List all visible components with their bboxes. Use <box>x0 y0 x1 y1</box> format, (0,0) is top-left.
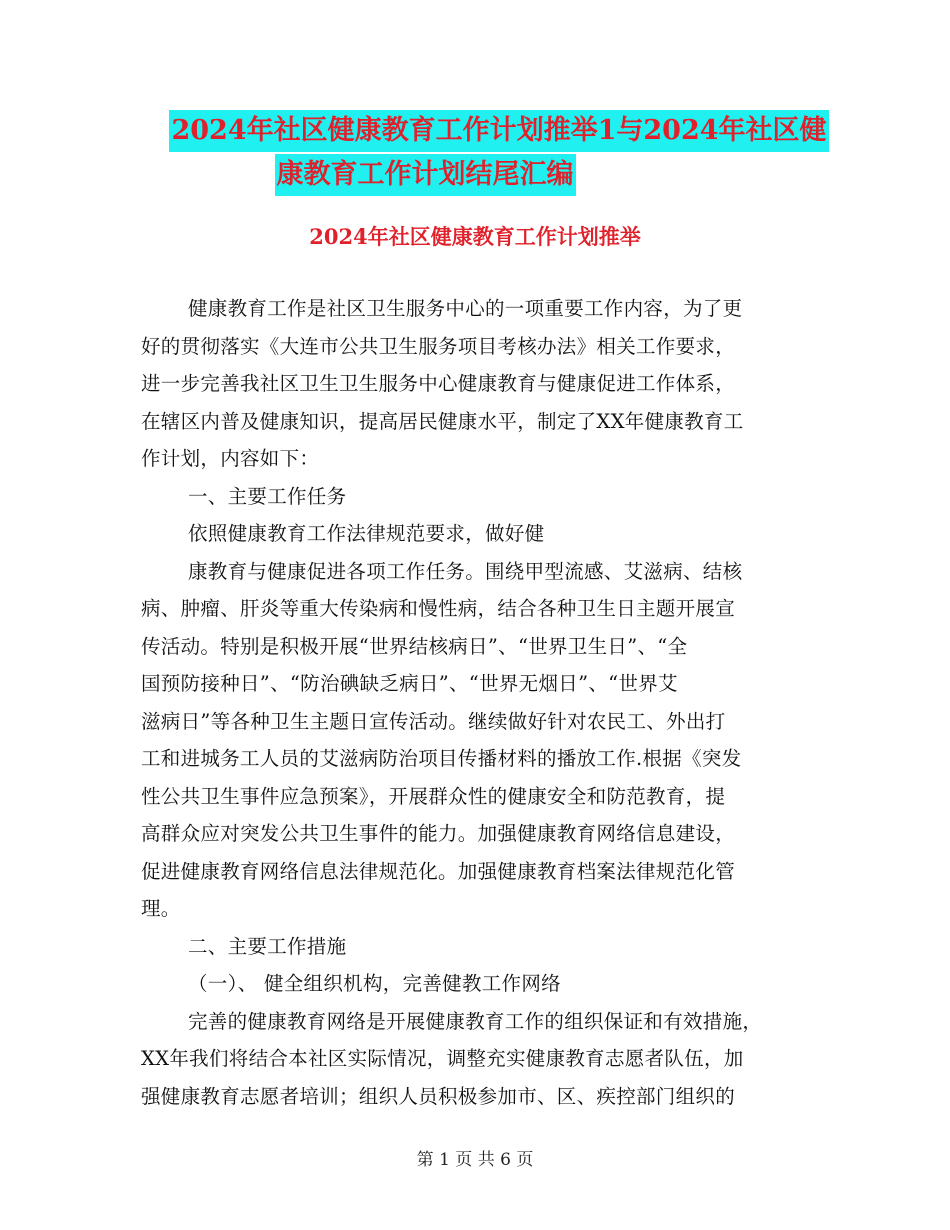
paragraph-line: 好的贯彻落实《大连市公共卫生服务项目考核办法》相关工作要求， <box>141 334 736 358</box>
paragraph-line: 完善的健康教育网络是开展健康教育工作的组织保证和有效措施， <box>188 1009 763 1033</box>
paragraph-line: 性公共卫生事件应急预案》，开展群众性的健康安全和防范教育，提 <box>141 784 726 808</box>
page-footer: 第 1 页 共 6 页 <box>416 1150 534 1170</box>
paragraph-line: 强健康教育志愿者培训；组织人员积极参加市、区、疾控部门组织的 <box>141 1084 736 1108</box>
paragraph-line: 健康教育工作是社区卫生服务中心的一项重要工作内容，为了更 <box>188 297 743 320</box>
paragraph-line: 病、肿瘤、肝炎等重大传染病和慢性病，结合各种卫生日主题开展宣 <box>141 597 736 620</box>
paragraph-line: 滋病日”等各种卫生主题日宣传活动。继续做好针对农民工、外出打 <box>141 709 726 733</box>
paragraph-line: 进一步完善我社区卫生卫生服务中心健康教育与健康促进工作体系， <box>141 372 736 395</box>
section-heading-line: 二、主要工作措施 <box>188 934 347 958</box>
section-heading-line: 一、主要工作任务 <box>188 484 347 508</box>
paragraph-line: XX年我们将结合本社区实际情况，调整充实健康教育志愿者队伍，加 <box>141 1047 744 1070</box>
subsection-heading-line: （一）、 健全组织机构，完善健教工作网络 <box>188 972 561 995</box>
paragraph-line: 国预防接种日”、“防治碘缺乏病日”、“世界无烟日”、“世界艾 <box>141 672 678 695</box>
paragraph-line: 促进健康教育网络信息法律规范化。加强健康教育档案法律规范化管 <box>141 859 736 883</box>
document-title <box>0 110 950 198</box>
paragraph-line: 传活动。特别是积极开展“世界结核病日”、“世界卫生日”、“全 <box>141 634 688 658</box>
paragraph-line: 康教育与健康促进各项工作任务。围绕甲型流感、艾滋病、结核 <box>188 559 743 583</box>
paragraph-line: 在辖区内普及健康知识，提高居民健康水平，制定了XX年健康教育工 <box>141 409 744 433</box>
paragraph-line: 理。 <box>141 897 181 920</box>
paragraph-line: 作计划，内容如下： <box>141 447 320 470</box>
body-text <box>141 290 813 1115</box>
paragraph-line: 工和进城务工人员的艾滋病防治项目传播材料的播放工作.根据《突发 <box>141 747 742 770</box>
paragraph-line: 高群众应对突发公共卫生事件的能力。加强健康教育网络信息建设， <box>141 822 736 845</box>
paragraph-line: 依照健康教育工作法律规范要求，做好健 <box>188 522 545 545</box>
title-line-1: 2024年社区健康教育工作计划推举1与2024年社区健 <box>169 110 828 152</box>
section-heading: 2024年社区健康教育工作计划推举 <box>309 224 641 249</box>
title-line-2: 康教育工作计划结尾汇编 <box>275 154 576 196</box>
